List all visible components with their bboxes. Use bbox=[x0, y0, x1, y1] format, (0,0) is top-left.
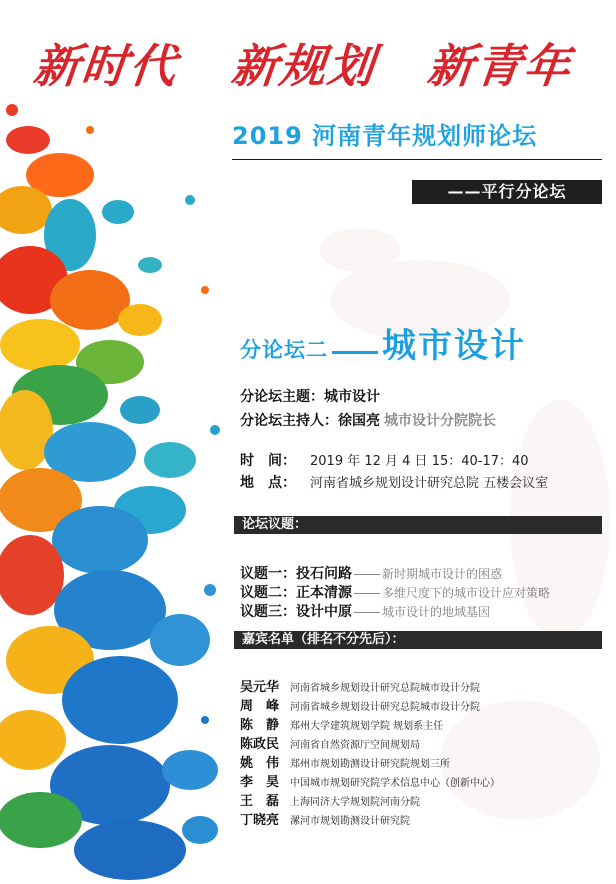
host-label: 分论坛主持人：徐国亮 bbox=[240, 413, 380, 429]
guest-row bbox=[240, 714, 443, 732]
event-time bbox=[240, 450, 529, 470]
topics-heading: 论坛议题： bbox=[234, 516, 602, 534]
guest-row bbox=[240, 695, 480, 713]
subtitle-banner: ——平行分论坛 bbox=[412, 180, 602, 204]
guest-name: 姚 伟 bbox=[240, 756, 280, 771]
section-prefix: 分论坛二 bbox=[240, 338, 328, 362]
time-label: 时 间： bbox=[240, 453, 296, 469]
guest-org: 中国城市规划研究院学术信息中心（创新中心） bbox=[290, 778, 500, 789]
forum-host bbox=[240, 410, 496, 430]
slogan-new-youth: 新青年 bbox=[424, 39, 575, 93]
place-value: 河南省城乡规划设计研究总院 五楼会议室 bbox=[310, 476, 549, 491]
guest-row bbox=[240, 771, 500, 789]
topic-desc: 城市设计的地域基因 bbox=[382, 605, 491, 619]
slogan-new-planning: 新规划 bbox=[228, 39, 379, 93]
topic-dash bbox=[354, 612, 380, 613]
guest-org: 郑州大学建筑规划学院 规划系主任 bbox=[290, 721, 444, 732]
host-title: 城市设计分院院长 bbox=[384, 413, 496, 429]
topic-desc: 新时期城市设计的困惑 bbox=[382, 567, 503, 581]
guest-org: 上海同济大学规划院河南分院 bbox=[290, 797, 420, 808]
guest-row bbox=[240, 790, 420, 808]
forum-title: 2019 河南青年规划师论坛 bbox=[232, 122, 538, 150]
guest-name: 陈 静 bbox=[240, 718, 280, 733]
title-divider bbox=[232, 159, 602, 160]
guest-org: 郑州市规划勘测设计研究院规划三所 bbox=[290, 759, 450, 770]
guest-org: 河南省城乡规划设计研究总院城市设计分院 bbox=[290, 683, 480, 694]
guest-name: 丁晓亮 bbox=[240, 813, 280, 828]
topic-item bbox=[240, 563, 502, 583]
guest-org: 河南省自然资源厅空间规划局 bbox=[290, 740, 420, 751]
guest-row bbox=[240, 733, 420, 751]
forum-theme: 分论坛主题：城市设计 bbox=[240, 389, 380, 405]
topic-key: 议题三：设计中原 bbox=[240, 604, 352, 620]
section-dash bbox=[332, 351, 378, 354]
guest-name: 王 磊 bbox=[240, 794, 280, 809]
guest-row bbox=[240, 809, 410, 827]
guest-row bbox=[240, 676, 480, 694]
topic-desc: 多维尺度下的城市设计应对策略 bbox=[382, 586, 551, 600]
topic-item bbox=[240, 601, 490, 621]
topic-key: 议题二：正本清源 bbox=[240, 585, 352, 601]
guest-row bbox=[240, 752, 450, 770]
section-title: 城市设计 bbox=[382, 326, 526, 366]
guest-name: 陈政民 bbox=[240, 737, 280, 752]
guest-org: 河南省城乡规划设计研究总院城市设计分院 bbox=[290, 702, 480, 713]
place-label: 地 点： bbox=[240, 475, 296, 491]
event-place bbox=[240, 472, 548, 492]
section-heading bbox=[240, 318, 526, 367]
topic-item bbox=[240, 582, 550, 602]
topic-key: 议题一：投石问路 bbox=[240, 566, 352, 582]
guest-name: 李 昊 bbox=[240, 775, 280, 790]
guest-name: 吴元华 bbox=[240, 680, 280, 695]
topic-dash bbox=[354, 574, 380, 575]
guest-name: 周 峰 bbox=[240, 699, 280, 714]
time-value: 2019 年 12 月 4 日 15：40-17：40 bbox=[310, 454, 529, 469]
guest-org: 漯河市规划勘测设计研究院 bbox=[290, 816, 410, 827]
guests-heading: 嘉宾名单（排名不分先后）： bbox=[234, 631, 602, 649]
slogan-new-era: 新时代 bbox=[30, 39, 181, 93]
topic-dash bbox=[354, 593, 380, 594]
